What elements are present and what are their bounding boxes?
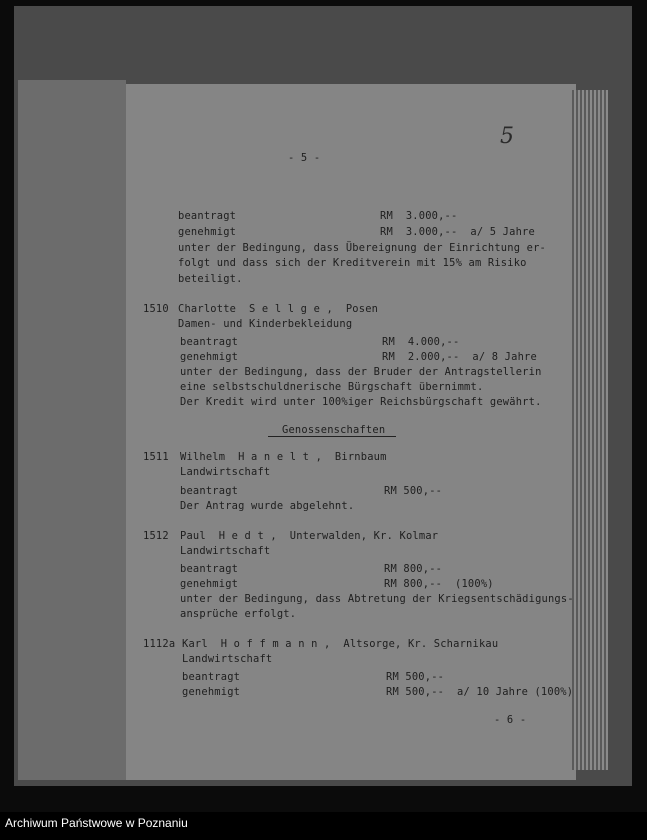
text-line: Landwirtschaft [182,653,273,665]
entry-name: Charlotte S e l l g e , Posen [178,303,379,315]
text-line: RM 800,-- [384,563,443,575]
entry-number: 1511 [143,451,169,463]
section-underline [268,436,396,437]
entry-number: 1512 [143,530,169,542]
text-line: genehmigt [180,578,239,590]
text-line: beantragt [180,336,239,348]
handwritten-mark: 5 [500,124,514,149]
text-line: RM 2.000,-- a/ 8 Jahre [382,351,537,363]
text-line: beteiligt. [178,273,243,285]
text-line: genehmigt [178,226,237,238]
text-line: beantragt [180,485,239,497]
text-line: unter der Bedingung, dass der Bruder der Antragstellerin [180,366,542,378]
text-line: ansprüche erfolgt. [180,608,297,620]
text-line: RM 800,-- (100%) [384,578,494,590]
section-heading: Genossenschaften [282,424,386,436]
binder-cover [18,80,126,780]
text-line: beantragt [182,671,241,683]
text-line: beantragt [180,563,239,575]
text-line: unter der Bedingung, dass Abtretung der Kriegsentschädigungs- [180,593,574,605]
entry-name: Wilhelm H a n e l t , Birnbaum [180,451,387,463]
text-line: RM 500,-- [386,671,445,683]
text-line: RM 4.000,-- [382,336,460,348]
text-line: Landwirtschaft [180,466,271,478]
page-edges [572,90,608,770]
text-line: RM 500,-- a/ 10 Jahre (100%) [386,686,574,698]
page-number: - 5 - [288,152,321,164]
text-line: Landwirtschaft [180,545,271,557]
text-line: folgt und dass sich der Kreditverein mit 15% am Risiko [178,257,527,269]
entry-name: Paul H e d t , Unterwalden, Kr. Kolmar [180,530,439,542]
entry-number: 1112a [143,638,176,650]
text-line: RM 500,-- [384,485,443,497]
text-line: Der Antrag wurde abgelehnt. [180,500,355,512]
text-line: eine selbstschuldnerische Bürgschaft übernimmt. [180,381,484,393]
text-line: unter der Bedingung, dass Übereignung der Einrichtung er- [178,242,546,254]
entry-number: 1510 [143,303,169,315]
text-line: beantragt [178,210,237,222]
text-line: genehmigt [182,686,241,698]
next-page-marker: - 6 - [494,714,527,726]
entry-name: Karl H o f f m a n n , Altsorge, Kr. Scharnikau [182,638,499,650]
text-line: Damen- und Kinderbekleidung [178,318,353,330]
text-line: genehmigt [180,351,239,363]
text-line: RM 3.000,-- [380,210,458,222]
archive-caption: Archiwum Państwowe w Poznaniu [5,816,188,830]
text-line: RM 3.000,-- a/ 5 Jahre [380,226,535,238]
text-line: Der Kredit wird unter 100%iger Reichsbürgschaft gewährt. [180,396,542,408]
